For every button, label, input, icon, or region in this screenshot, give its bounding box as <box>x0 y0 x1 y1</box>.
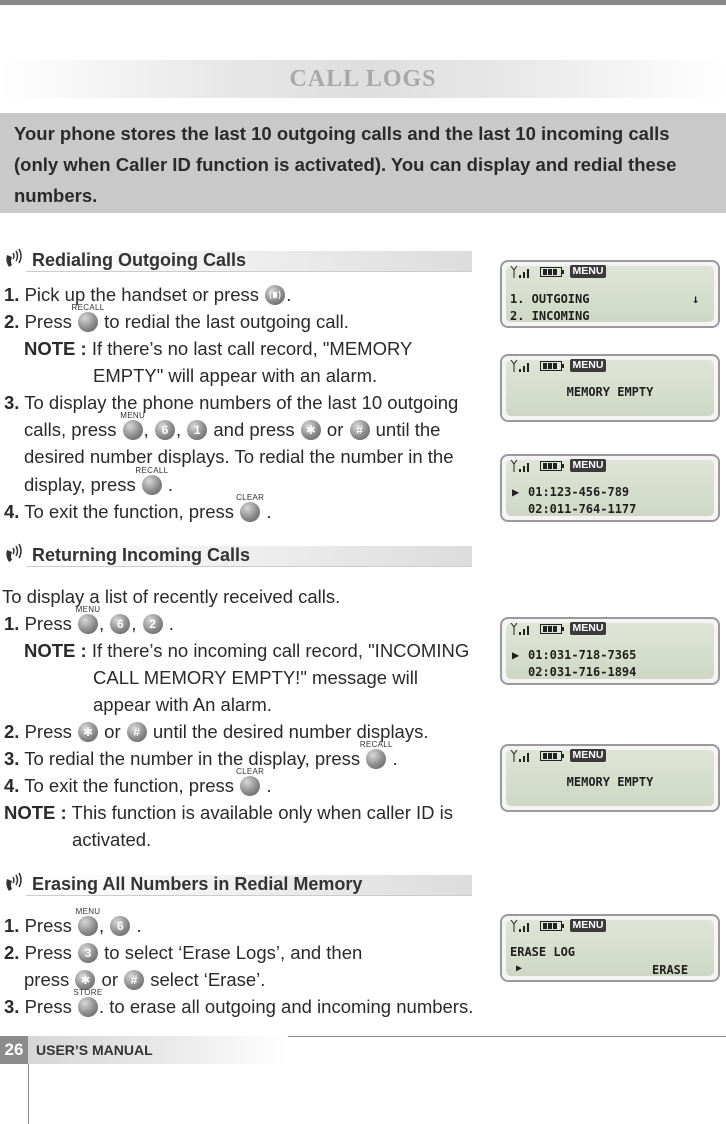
signal-icon <box>510 749 532 763</box>
signal-icon <box>510 622 532 636</box>
clear-key: CLEAR <box>240 502 260 522</box>
step-1-3: 3. To display the phone numbers of the last 10 outgoing <box>4 392 459 413</box>
step-1-3-c: desired number displays. To redial the number in the <box>24 446 454 467</box>
menu-key: MENU <box>78 614 98 634</box>
lcd-row: 1. OUTGOING <box>510 292 590 306</box>
hash-key: # <box>124 970 144 990</box>
speaker-icon <box>268 289 282 301</box>
step-1-4: 4. To exit the function, press CLEAR . <box>4 493 272 522</box>
key-6: 6 <box>110 916 130 936</box>
menu-tag: MENU <box>570 265 606 278</box>
menu-tag: MENU <box>570 359 606 372</box>
signal-icon <box>510 359 532 373</box>
phone-ring-icon <box>2 247 28 273</box>
note-3: NOTE : This function is available only when caller ID is <box>4 802 453 823</box>
lcd-incoming-list <box>500 617 720 685</box>
step-2-3: 3. To redial the number in the display, press RECALL . <box>4 740 398 769</box>
hash-key: # <box>127 722 147 742</box>
key-2: 2 <box>143 614 163 634</box>
lcd-row: ERASE LOG <box>510 945 576 959</box>
note-1: NOTE : If there’s no last call record, "MEMORY <box>24 338 413 359</box>
lcd-memory-empty-2 <box>500 744 720 812</box>
speaker-key <box>265 285 285 305</box>
footer-label: USER’S MANUAL <box>36 1042 153 1058</box>
down-arrow-icon: ↓ <box>692 292 700 306</box>
recall-key: RECALL <box>142 475 162 495</box>
lcd-menu-list <box>500 260 720 328</box>
pointer-icon: ▶ <box>516 963 523 974</box>
star-key: ✱ <box>78 722 98 742</box>
star-key: ✱ <box>301 420 321 440</box>
page-number: 26 <box>0 1036 28 1064</box>
menu-key: MENU <box>78 916 98 936</box>
note-2: NOTE : If there’s no incoming call record, "INCOMING <box>24 640 470 661</box>
lcd-row: 02:031-716-1894 <box>528 665 637 679</box>
lcd-row: ERASE <box>652 963 689 977</box>
battery-icon <box>540 751 562 761</box>
step-3-1: 1. Press MENU , 6 . <box>4 907 142 936</box>
lcd-erase-log <box>500 914 720 982</box>
menu-key: MENU <box>123 420 143 440</box>
section-heading: Redialing Outgoing Calls <box>32 250 247 270</box>
section-heading: Erasing All Numbers in Redial Memory <box>32 874 363 894</box>
menu-tag: MENU <box>570 459 606 472</box>
pointer-icon: ▶ <box>512 648 520 662</box>
step-3-2: 2. Press 3 to select ‘Erase Logs’, and then <box>4 942 363 963</box>
step-1-3-keys: calls, press MENU , 6 , 1 and press ✱ or # until the <box>24 411 441 440</box>
phone-ring-icon <box>2 542 28 568</box>
note-2-c: appear with An alarm. <box>93 694 272 715</box>
section-redialing-outgoing <box>0 245 475 275</box>
menu-tag: MENU <box>570 749 606 762</box>
note-1-cont: EMPTY" will appear with an alarm. <box>93 365 378 386</box>
page-title: CALL LOGS <box>289 66 437 92</box>
lcd-message: MEMORY EMPTY <box>566 775 654 789</box>
lcd-outgoing-list <box>500 454 720 522</box>
key-1: 1 <box>187 420 207 440</box>
lcd-row: 02:011-764-1177 <box>528 502 637 516</box>
step-3-3: 3. Press STORE . to erase all outgoing and incoming numbers. <box>4 988 474 1017</box>
hash-key: # <box>350 420 370 440</box>
section-heading: Returning Incoming Calls <box>32 545 251 565</box>
battery-icon <box>540 267 562 277</box>
top-rule <box>0 0 726 5</box>
lcd-row: 01:123-456-789 <box>528 485 630 499</box>
footer-vertical-rule <box>28 1064 29 1124</box>
battery-icon <box>540 921 562 931</box>
signal-icon <box>510 265 532 279</box>
menu-tag: MENU <box>570 919 606 932</box>
lcd-message: MEMORY EMPTY <box>566 385 654 399</box>
s2-intro: To display a list of recently received calls. <box>2 586 341 607</box>
step-2-1: 1. Press MENU , 6 , 2 . <box>4 605 174 634</box>
battery-icon <box>540 461 562 471</box>
recall-key: RECALL <box>78 312 98 332</box>
star-key: ✱ <box>75 970 95 990</box>
battery-icon <box>540 624 562 634</box>
section-erasing <box>0 869 475 899</box>
section-returning-incoming <box>0 540 475 570</box>
signal-icon <box>510 459 532 473</box>
signal-icon <box>510 919 532 933</box>
pointer-icon: ▶ <box>512 485 520 499</box>
note-2-b: CALL MEMORY EMPTY!" message will <box>93 667 418 688</box>
step-1-2: 2. Press RECALL to redial the last outgoing call. <box>4 303 349 332</box>
lcd-memory-empty <box>500 354 720 422</box>
key-3: 3 <box>78 943 98 963</box>
step-2-4: 4. To exit the function, press CLEAR . <box>4 767 272 796</box>
store-key: STORE <box>78 997 98 1017</box>
step-1-3-d: display, press RECALL . <box>24 466 174 495</box>
menu-tag: MENU <box>570 622 606 635</box>
key-6: 6 <box>155 420 175 440</box>
step-2-2: 2. Press ✱ or # until the desired number displays. <box>4 721 429 742</box>
lcd-row: 01:031-718-7365 <box>528 648 637 662</box>
battery-icon <box>540 361 562 371</box>
recall-key: RECALL <box>366 749 386 769</box>
key-6: 6 <box>110 614 130 634</box>
step-3-2-b: press ✱ or # select ‘Erase’. <box>24 969 266 990</box>
note-3-b: activated. <box>72 829 152 850</box>
intro-text: Your phone stores the last 10 outgoing calls and the last 10 incoming calls (only when Caller ID function is activated). You can display and redial these numbers. <box>14 123 677 206</box>
step-1-1: 1. Pick up the handset or press . <box>4 284 292 305</box>
clear-key: CLEAR <box>240 776 260 796</box>
lcd-row: 2. INCOMING <box>510 309 590 323</box>
phone-ring-icon <box>2 871 28 897</box>
